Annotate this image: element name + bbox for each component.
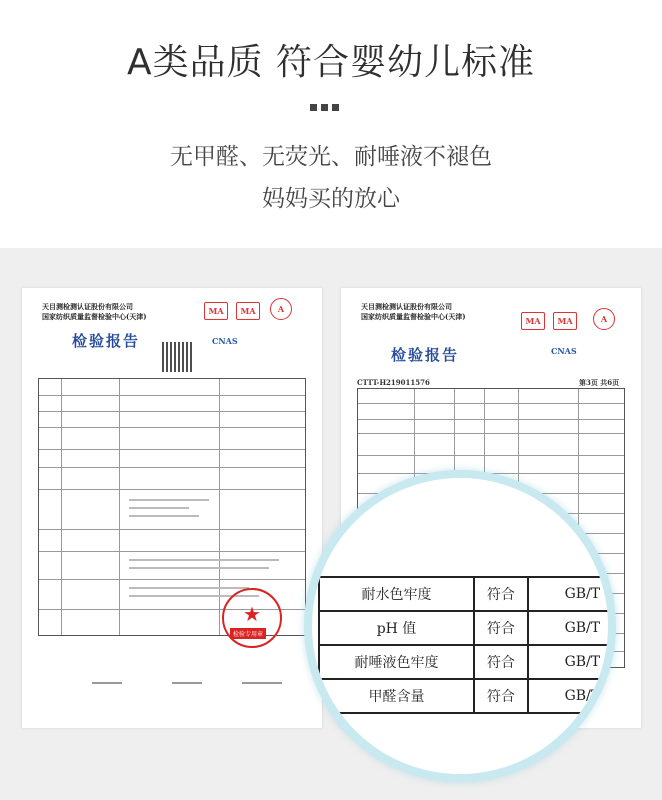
inspection-report-left	[22, 288, 322, 728]
signature-3	[242, 682, 282, 684]
subtitle-line-1: 无甲醛、无荧光、耐唾液不褪色	[170, 144, 492, 170]
test-result: 符合	[475, 680, 529, 712]
test-item: 耐唾液色牢度	[320, 646, 475, 678]
cma-logo-right-2: MA	[553, 312, 577, 330]
cnas-logo: CNAS	[212, 336, 238, 346]
report-heading: 检验报告	[72, 332, 141, 350]
cma-logo-right: MA	[521, 312, 545, 330]
test-standard: GB/T	[529, 680, 616, 712]
signature	[92, 682, 122, 684]
stamp-text: 检验专用章	[230, 628, 266, 639]
report-org-right	[361, 302, 466, 322]
test-item: 甲醛含量	[320, 680, 475, 712]
report-org	[42, 302, 147, 322]
test-result: 符合	[475, 646, 529, 678]
star-icon: ★	[243, 602, 261, 626]
testing-seal-icon: A	[593, 308, 615, 330]
table-row	[320, 612, 616, 646]
table-row	[320, 646, 616, 680]
magnified-results-table	[318, 576, 616, 714]
test-result: 符合	[475, 578, 529, 610]
report-panel	[0, 248, 662, 800]
magnifier-circle	[304, 470, 616, 782]
org-name-2: 国家纺织质量监督检验中心(天津)	[42, 312, 147, 321]
inspection-stamp	[222, 588, 282, 648]
cma-logo-2: MA	[236, 302, 260, 320]
org-name: 天目测检测认证股份有限公司	[42, 302, 133, 311]
report-number: CTTT-H219011576	[357, 378, 430, 387]
test-standard: GB/T	[529, 578, 616, 610]
table-row	[320, 578, 616, 612]
cma-logo: MA	[204, 302, 228, 320]
subtitle-line-2: 妈妈买的放心	[262, 186, 400, 212]
page-title: A类品质 符合婴幼儿标准	[126, 42, 536, 83]
qr-code	[162, 342, 192, 372]
report-heading-right: 检验报告	[391, 346, 460, 364]
signature-2	[172, 682, 202, 684]
test-result: 符合	[475, 612, 529, 644]
test-item: pH 值	[320, 612, 475, 644]
org-name-right: 天目测检测认证股份有限公司	[361, 302, 452, 311]
testing-seal-icon: A	[270, 298, 292, 320]
test-standard: GB/T	[529, 646, 616, 678]
divider-dots	[310, 104, 339, 111]
cnas-logo-right: CNAS	[551, 346, 577, 356]
org-name-right-2: 国家纺织质量监督检验中心(天津)	[361, 312, 466, 321]
page-number: 第3页 共6页	[579, 378, 620, 387]
table-row	[320, 680, 616, 714]
test-standard: GB/T	[529, 612, 616, 644]
test-item: 耐水色牢度	[320, 578, 475, 610]
